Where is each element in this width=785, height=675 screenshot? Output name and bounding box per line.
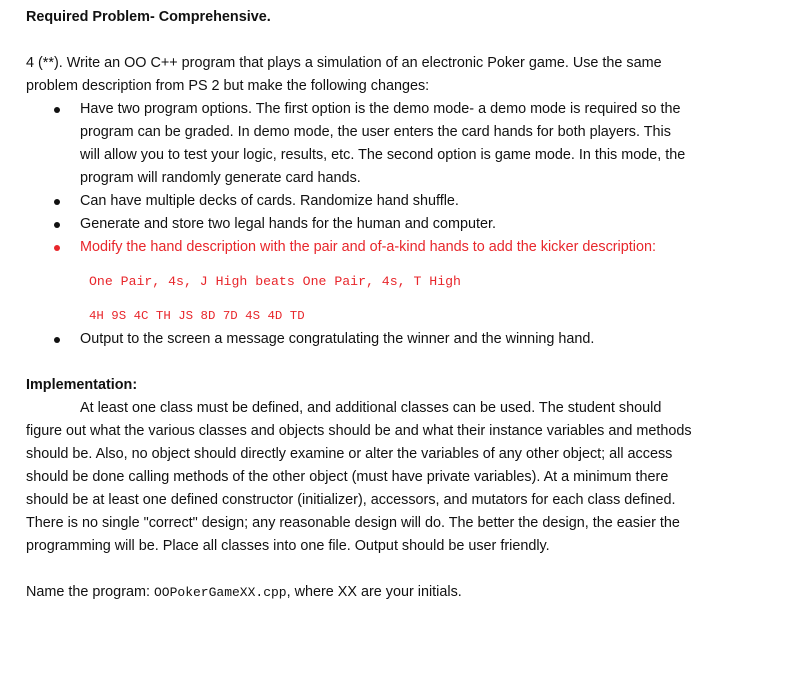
requirement-line: Can have multiple decks of cards. Randomize hand shuffle. <box>80 193 459 209</box>
requirements-list-final <box>26 328 766 351</box>
requirement-line: will allow you to test your logic, results, etc. The second option is game mode. In this mode, the <box>80 147 686 163</box>
document-page <box>26 6 766 604</box>
requirement-item-program-options <box>26 98 766 190</box>
naming-prefix: Name the program: <box>26 584 154 600</box>
implementation-line: figure out what the various classes and objects should be and what their instance variables and methods <box>26 423 692 439</box>
requirement-item-output-winner <box>26 328 766 351</box>
program-naming <box>26 581 766 604</box>
requirement-line: Generate and store two legal hands for the human and computer. <box>80 216 496 232</box>
implementation-line: should be done calling methods of the other object (must have private variables). At a minimum there <box>26 469 669 485</box>
spacer <box>26 29 766 52</box>
bullet-icon <box>54 337 60 343</box>
requirements-list <box>26 98 766 259</box>
code-examples <box>26 270 766 328</box>
implementation-body <box>26 397 766 558</box>
implementation-line: There is no single "correct" design; any reasonable design will do. The better the design, the easier the <box>26 515 680 531</box>
requirement-line: Modify the hand description with the pair and of-a-kind hands to add the kicker description: <box>80 239 656 255</box>
naming-suffix: , where XX are your initials. <box>286 584 462 600</box>
implementation-heading: Implementation: <box>26 377 138 393</box>
requirement-line: program will randomly generate card hands. <box>80 170 361 186</box>
problem-intro-line-1: 4 (**). Write an OO C++ program that plays a simulation of an electronic Poker game. Use the same <box>26 55 662 71</box>
implementation-line: should be at least one defined constructor (initializer), accessors, and mutators for each class defined. <box>26 492 676 508</box>
bullet-icon <box>54 107 60 113</box>
requirement-item-kicker-description <box>26 236 766 259</box>
spacer <box>26 558 766 581</box>
program-filename: OOPokerGameXX.cpp <box>153 585 287 600</box>
implementation-line: At least one class must be defined, and additional classes can be used. The student should <box>80 400 662 416</box>
bullet-icon <box>54 245 60 251</box>
spacer <box>26 351 766 374</box>
implementation-line: should be. Also, no object should directly examine or alter the variables of any other object; all access <box>26 446 673 462</box>
code-example-hand-description: One Pair, 4s, J High beats One Pair, 4s, T High <box>89 274 461 289</box>
bullet-icon <box>54 222 60 228</box>
problem-intro-line-2: problem description from PS 2 but make the following changes: <box>26 78 430 94</box>
requirement-line: Output to the screen a message congratulating the winner and the winning hand. <box>80 331 595 347</box>
implementation-line: programming will be. Place all classes into one file. Output should be user friendly. <box>26 538 550 554</box>
section-title: Required Problem- Comprehensive. <box>26 9 271 25</box>
requirement-line: program can be graded. In demo mode, the user enters the card hands for both players. This <box>80 124 671 140</box>
requirement-item-multiple-decks <box>26 190 766 213</box>
code-example-card-list: 4H 9S 4C TH JS 8D 7D 4S 4D TD <box>89 309 305 323</box>
bullet-icon <box>54 199 60 205</box>
problem-intro <box>26 52 766 98</box>
requirement-item-legal-hands <box>26 213 766 236</box>
requirement-line: Have two program options. The first option is the demo mode- a demo mode is required so the <box>80 101 681 117</box>
